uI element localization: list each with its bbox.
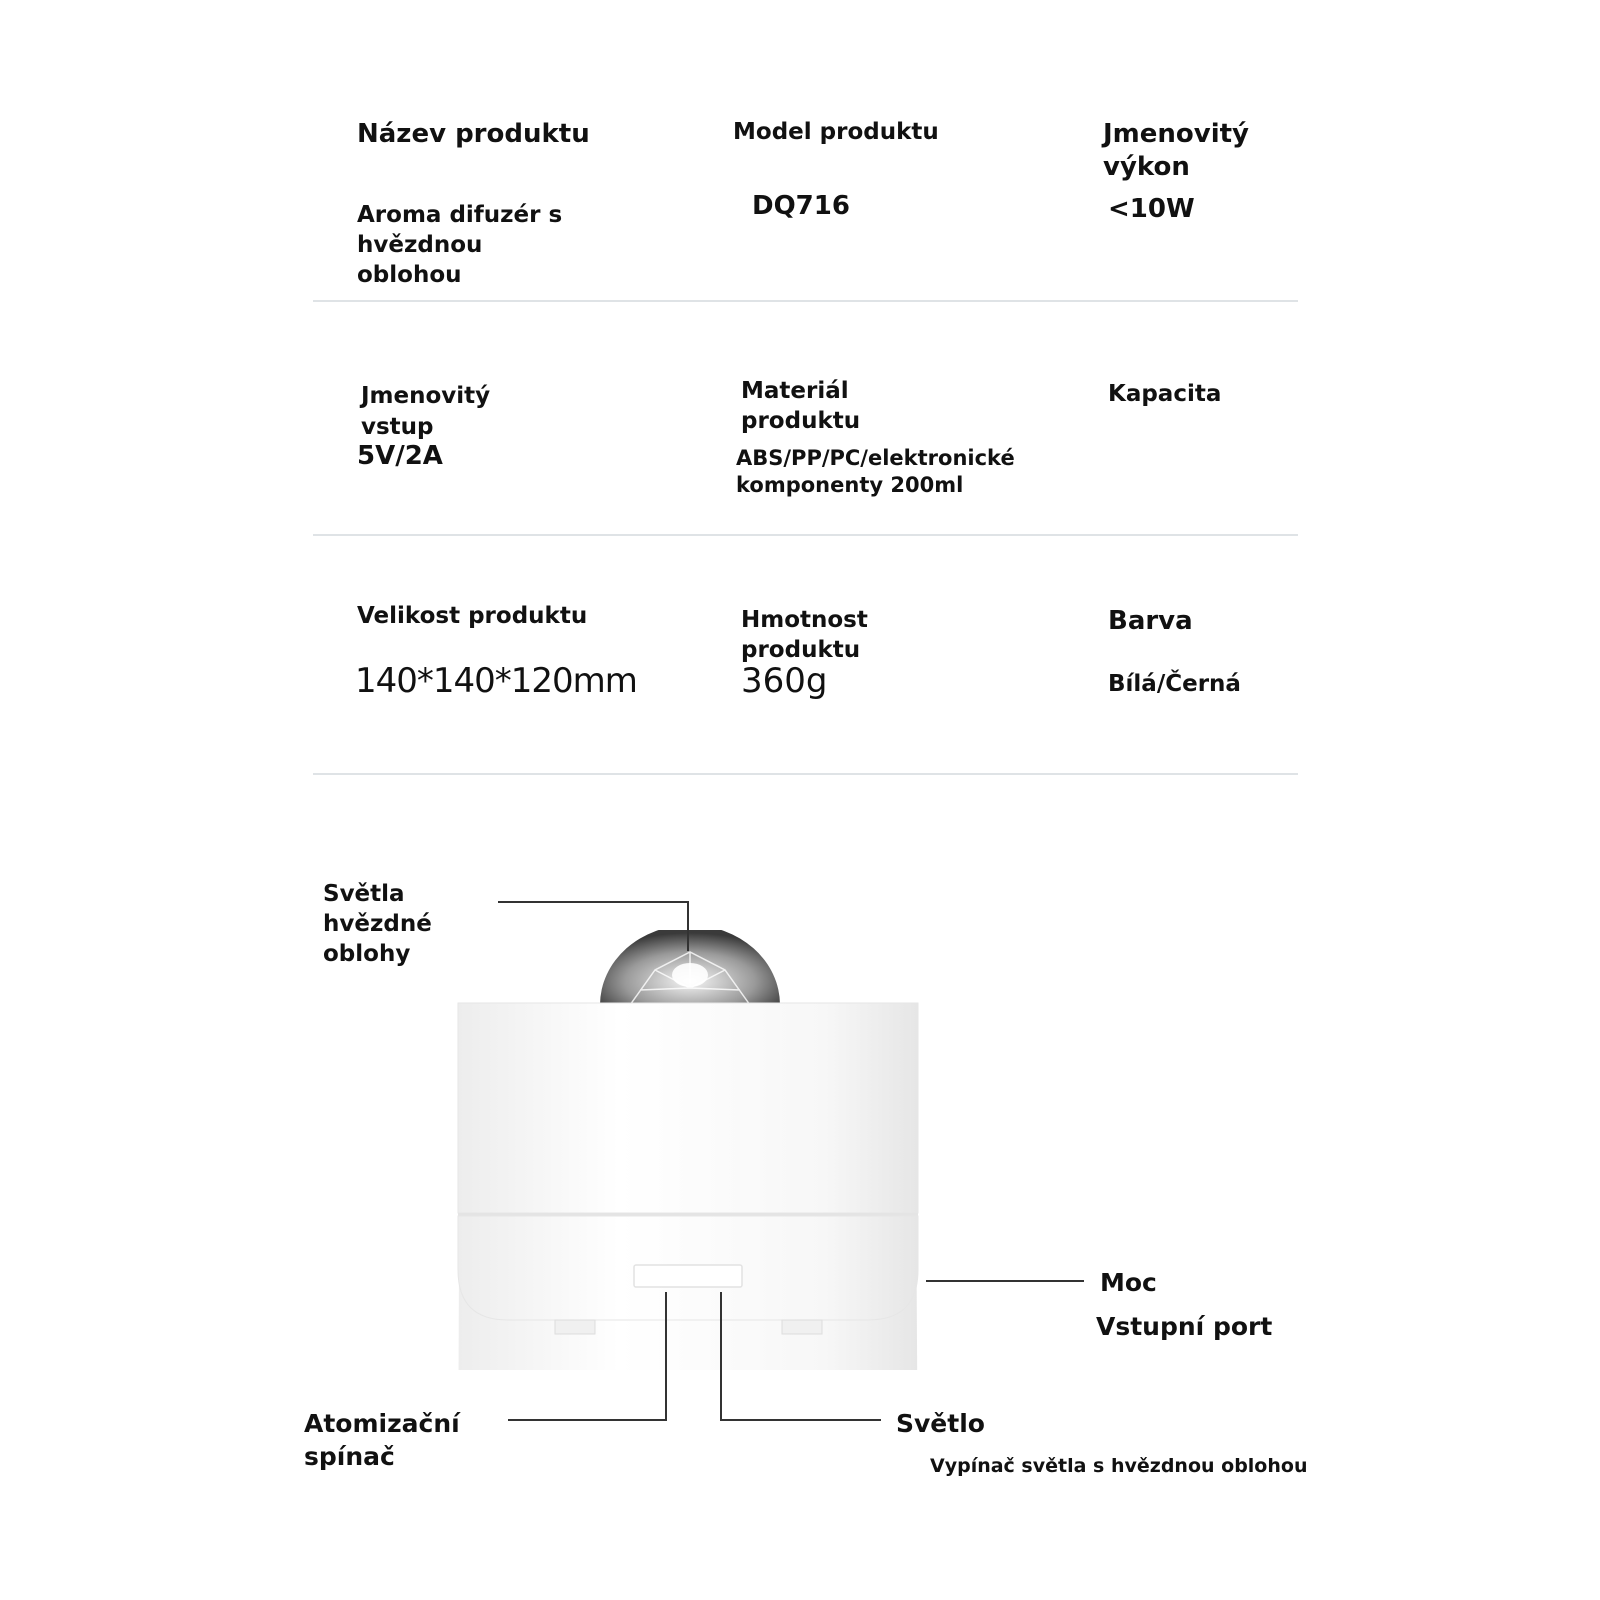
callout-line-power	[926, 1280, 1084, 1282]
control-buttons[interactable]	[634, 1265, 742, 1287]
callout-input-port: Vstupní port	[1096, 1312, 1273, 1341]
rated-power-label: Jmenovitý výkon	[1103, 119, 1250, 182]
diffuser-illustration	[440, 930, 930, 1370]
product-model-value: DQ716	[752, 191, 850, 221]
callout-line-light-v	[720, 1292, 722, 1421]
color-value: Bílá/Černá	[1108, 671, 1241, 697]
foot-right	[782, 1320, 822, 1334]
weight-label: Hmotnost produktu	[741, 607, 868, 663]
rated-power-value: <10W	[1108, 194, 1195, 224]
row-divider-3	[313, 773, 1298, 775]
callout-atomization-switch: Atomizační spínač	[304, 1409, 460, 1471]
capacity-label: Kapacita	[1108, 381, 1222, 407]
diffuser-top-shell	[458, 1003, 918, 1213]
callout-starry-light-switch: Vypínač světla s hvězdnou oblohou	[930, 1455, 1308, 1477]
product-model-label: Model produktu	[733, 119, 939, 145]
size-label: Velikost produktu	[357, 603, 588, 629]
row-divider-1	[313, 300, 1298, 302]
foot-left	[555, 1320, 595, 1334]
rated-input-value: 5V/2A	[357, 441, 443, 471]
callout-light: Světlo	[896, 1409, 985, 1438]
callout-line-light-h	[720, 1419, 881, 1421]
material-value: ABS/PP/PC/elektronické komponenty 200ml	[736, 446, 1015, 498]
product-name-value: Aroma difuzér s hvězdnou oblohou	[357, 202, 563, 288]
material-label: Materiál produktu	[741, 378, 861, 434]
callout-line-atomization-h	[508, 1419, 667, 1421]
callout-starry-light: Světla hvězdné oblohy	[323, 881, 432, 967]
color-label: Barva	[1108, 606, 1193, 636]
row-divider-2	[313, 534, 1298, 536]
product-name-label: Název produktu	[357, 119, 590, 149]
weight-value: 360g	[741, 661, 828, 701]
size-value: 140*140*120mm	[355, 661, 637, 701]
callout-power: Moc	[1100, 1268, 1157, 1297]
rated-input-label: Jmenovitý vstup	[361, 383, 491, 441]
callout-line-starry-v	[687, 901, 689, 951]
callout-line-starry-h	[498, 901, 689, 903]
callout-line-atomization-v	[665, 1292, 667, 1421]
starry-sky-dome	[600, 930, 780, 1005]
